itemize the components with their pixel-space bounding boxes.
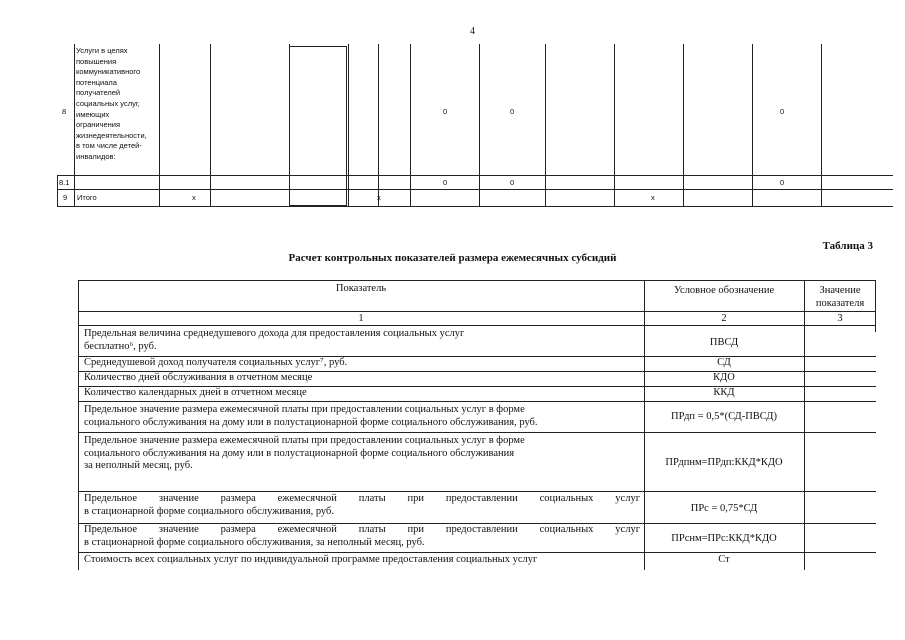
page-number: 4: [470, 26, 475, 37]
table-title: Расчет контрольных показателей размера ежемесячных субсидий: [288, 252, 617, 264]
cell-mark: x: [192, 193, 196, 202]
indicator-text: Предельная величина среднедушевого дохода для предоставления социальных услуг бесплатно⁶, руб.: [84, 328, 465, 352]
cell-value: 0: [780, 178, 785, 187]
indicator-symbol: КДО: [713, 372, 735, 383]
col-divider: [57, 175, 58, 207]
indicator-symbol: Ст: [718, 554, 730, 565]
boxed-cell: [289, 46, 347, 206]
indicator-symbol: ККД: [713, 387, 735, 398]
indicator-text: Предельное значение размера ежемесячной платы при предоставлении социальных услуг в форме социального обслуживания на дому или в полустационарной форме социального обслуживания, руб.: [84, 404, 538, 428]
col-divider: [752, 44, 753, 207]
col-number-3: 3: [837, 313, 843, 324]
row-divider: [57, 189, 893, 190]
indicator-text: Количество дней обслуживания в отчетном месяце: [84, 372, 313, 383]
header-symbol: Условное обозначение: [673, 285, 775, 296]
row-divider: [78, 552, 876, 553]
indicator-symbol: ПРснм=ПРс:ККД*КДО: [671, 533, 777, 544]
control-indicators-table: [78, 280, 876, 570]
row-number: 8.1: [59, 178, 70, 187]
cell-value: 0: [510, 107, 515, 116]
indicator-symbol: ПРдпнм=ПРдп:ККД*КДО: [665, 457, 783, 468]
row-divider: [78, 432, 876, 433]
indicator-symbol: ПРдп = 0,5*(СД-ПВСД): [671, 411, 777, 422]
indicator-text: Предельное значение размера ежемесячной платы при предоставлении социальных услуг: [84, 524, 640, 535]
header-indicator: Показатель: [335, 283, 387, 294]
indicator-text: Стоимость всех социальных услуг по индивидуальной программе предоставления социальных услуг: [84, 554, 538, 565]
row-divider: [78, 491, 876, 492]
cell-mark: x: [377, 193, 381, 202]
table-label: Таблица 3: [822, 240, 873, 252]
col-number-2: 2: [721, 313, 727, 324]
row-divider: [78, 311, 876, 312]
indicator-text-cont: в стационарной форме социального обслуживания, руб.: [84, 506, 335, 517]
indicator-text: Предельное значение размера ежемесячной платы при предоставлении социальных услуг: [84, 493, 640, 504]
col-divider: [210, 44, 211, 207]
cell-value: 0: [510, 178, 515, 187]
col-divider: [545, 44, 546, 207]
services-table: [57, 44, 893, 207]
col-divider: [821, 44, 822, 207]
indicator-text: Предельное значение размера ежемесячной платы при предоставлении социальных услуг в форме социального обслуживания на дому или в полустационарной форме социального обслуживания за неполный месяц, руб.: [84, 435, 525, 471]
row-divider: [57, 175, 893, 176]
cell-value: 0: [780, 107, 785, 116]
col-divider: [614, 44, 615, 207]
col-divider: [410, 44, 411, 207]
col-divider: [74, 44, 75, 207]
row-divider: [78, 280, 876, 281]
col-divider: [479, 44, 480, 207]
cell-value: 0: [443, 107, 448, 116]
row-number: 9: [63, 193, 68, 202]
indicator-symbol: СД: [717, 357, 731, 368]
indicator-symbol: ПРс = 0,75*СД: [690, 503, 758, 514]
total-label: Итого: [77, 193, 97, 202]
col-divider: [683, 44, 684, 207]
cell-mark: x: [651, 193, 655, 202]
header-value: Значение показателя: [815, 285, 865, 309]
row-divider: [78, 401, 876, 402]
indicator-text-cont: в стационарной форме социального обслуживания, за неполный месяц, руб.: [84, 537, 425, 548]
row-number: 8: [62, 107, 67, 116]
indicator-text: Количество календарных дней в отчетном месяце: [84, 387, 307, 398]
col-number-1: 1: [358, 313, 364, 324]
row-divider: [57, 206, 893, 207]
indicator-symbol: ПВСД: [709, 337, 739, 348]
col-divider: [159, 44, 160, 207]
row-divider: [78, 325, 876, 326]
col-divider: [378, 44, 379, 207]
indicator-text: Среднедушевой доход получателя социальных услуг⁷, руб.: [84, 357, 348, 368]
cell-value: 0: [443, 178, 448, 187]
col-divider: [348, 44, 349, 207]
service-name: Услуги в целях повышения коммуникативного потенциала получателей социальных услуг, имеющих ограничения жизнедеятельности, в том числе детей- инвалидов:: [76, 46, 147, 161]
